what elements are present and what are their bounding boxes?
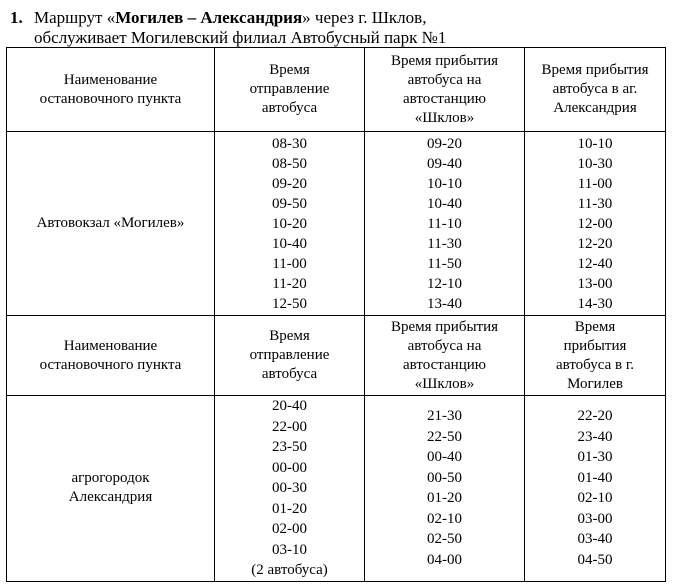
time-value: 01-30: [577, 449, 613, 466]
stop-name-cell: Автовокзал «Могилев»: [7, 132, 215, 316]
time-value: 02-10: [427, 510, 462, 527]
time-value: 22-00: [272, 418, 307, 435]
time-value: 08-50: [272, 155, 307, 172]
time-value: 14-30: [577, 295, 613, 312]
route-suffix: » через г. Шклов,: [302, 8, 427, 27]
arrival-final-times-cell: [525, 396, 666, 582]
time-value: 02-50: [427, 531, 462, 548]
time-value: 12-20: [577, 235, 613, 252]
route-operator: обслуживает Могилевский филиал Автобусный парк №1: [34, 28, 447, 47]
header-departure: Время отправление автобуса: [215, 316, 365, 396]
route-number: 1.: [10, 8, 23, 27]
route-name: Могилев – Александрия: [115, 8, 303, 27]
header-row-outbound: [7, 48, 666, 132]
route-heading: [10, 8, 670, 48]
time-value: 20-40: [272, 398, 307, 414]
time-value: 10-10: [427, 175, 462, 192]
time-value: 21-30: [427, 408, 462, 425]
header-arrival-shklov: Время прибытия автобуса на автостанцию «Шклов»: [365, 316, 525, 396]
route-prefix: Маршрут «: [34, 8, 116, 27]
arrival-final-times-cell: [525, 132, 666, 316]
time-value: 12-10: [427, 275, 462, 292]
header-stop-name: Наименование остановочного пункта: [7, 316, 215, 396]
time-value: 13-40: [427, 295, 462, 312]
time-value: 03-00: [577, 510, 613, 527]
time-value: 13-00: [577, 275, 613, 292]
time-value: 11-30: [427, 235, 462, 252]
time-value: 11-10: [427, 215, 462, 232]
time-value: 03-40: [577, 531, 613, 548]
time-value: 10-20: [272, 215, 307, 232]
time-value: 23-40: [577, 428, 613, 445]
time-value: 11-30: [577, 195, 613, 212]
schedule-row-return: [7, 396, 666, 582]
departure-times-cell: [215, 132, 365, 316]
schedule-table: [6, 47, 666, 582]
time-value: 01-20: [272, 500, 307, 517]
header-arrival-shklov: Время прибытия автобуса на автостанцию «Шклов»: [365, 48, 525, 132]
time-value: 00-50: [427, 469, 462, 486]
time-value: 10-40: [427, 195, 462, 212]
arrival-shklov-times-cell: [365, 132, 525, 316]
time-value: 12-50: [272, 295, 307, 312]
time-value: 04-00: [427, 551, 462, 568]
header-stop-name: Наименование остановочного пункта: [7, 48, 215, 132]
time-value: 02-00: [272, 521, 307, 537]
departure-note: (2 автобуса): [251, 562, 328, 578]
time-value: 09-20: [427, 135, 462, 152]
route-heading-line1: [10, 8, 670, 28]
time-value: 11-50: [427, 255, 462, 272]
departure-times-cell: [215, 396, 365, 582]
time-value: 09-40: [427, 155, 462, 172]
time-value: 12-40: [577, 255, 613, 272]
time-value: 04-50: [577, 551, 613, 568]
time-value: 03-10: [272, 541, 307, 558]
time-value: 01-20: [427, 490, 462, 507]
time-value: 08-30: [272, 135, 307, 152]
time-value: 00-40: [427, 449, 462, 466]
header-row-return: [7, 316, 666, 396]
time-value: 00-30: [272, 480, 307, 496]
time-value: 11-20: [272, 275, 307, 292]
time-value: 09-50: [272, 195, 307, 212]
time-value: 00-00: [272, 459, 307, 476]
arrival-shklov-times-cell: [365, 396, 525, 582]
time-value: 22-20: [577, 408, 613, 425]
time-value: 22-50: [427, 428, 462, 445]
time-value: 11-00: [577, 175, 613, 192]
time-value: 10-40: [272, 235, 307, 252]
time-value: 23-50: [272, 439, 307, 455]
time-value: 12-00: [577, 215, 613, 232]
header-departure: Время отправление автобуса: [215, 48, 365, 132]
time-value: 11-00: [272, 255, 307, 272]
stop-name-cell: агрогородок Александрия: [7, 396, 215, 582]
time-value: 10-10: [577, 135, 613, 152]
time-value: 01-40: [577, 469, 613, 486]
time-value: 09-20: [272, 175, 307, 192]
header-arrival-final: Время прибытия автобуса в г. Могилев: [525, 316, 666, 396]
time-value: 10-30: [577, 155, 613, 172]
schedule-row-outbound: [7, 132, 666, 316]
header-arrival-final: Время прибытия автобуса в аг. Александрия: [525, 48, 666, 132]
time-value: 02-10: [577, 490, 613, 507]
